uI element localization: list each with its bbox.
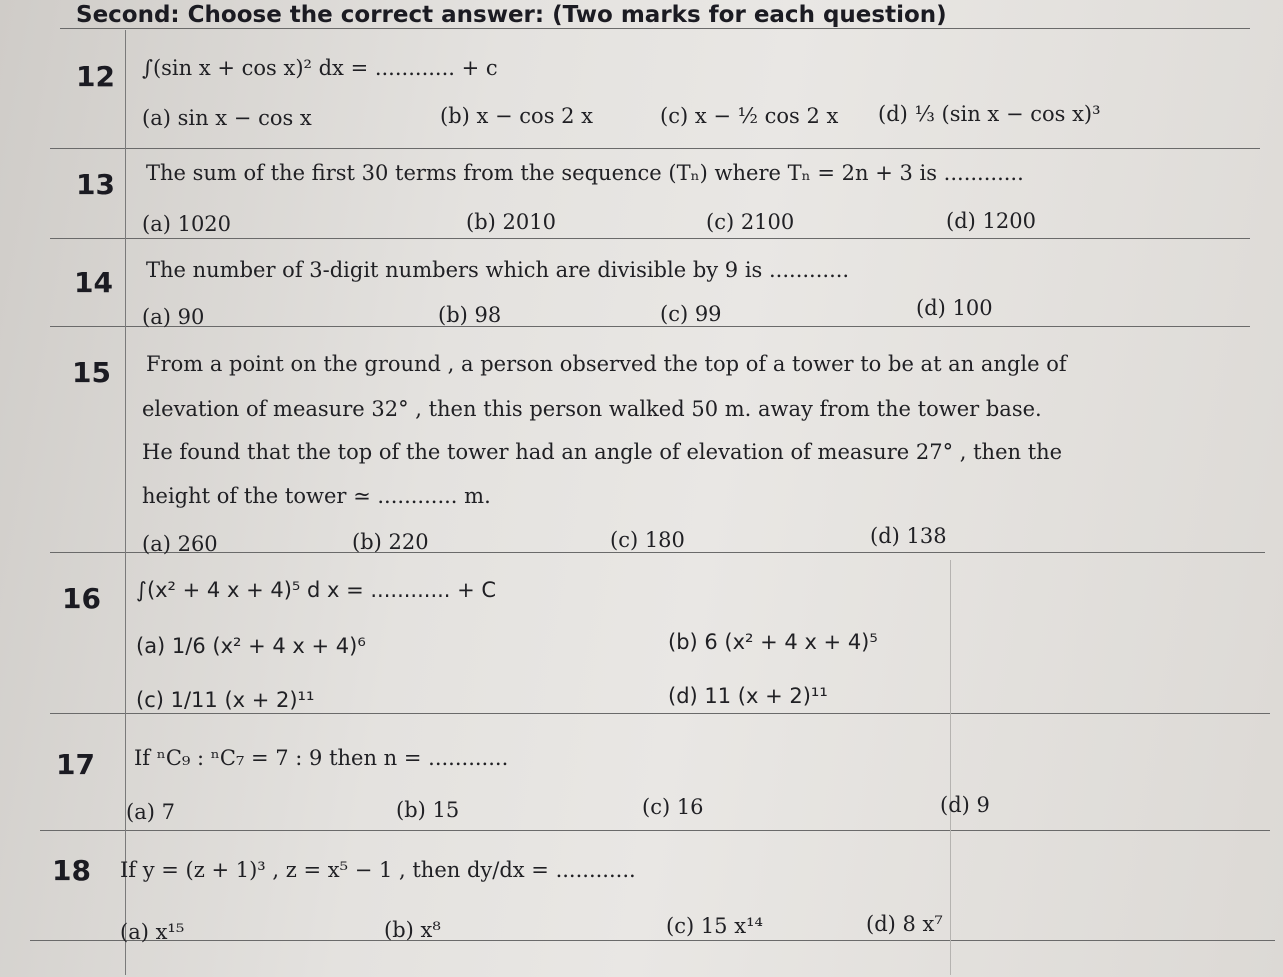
option-b: (b) 98 xyxy=(438,303,502,327)
column-divider xyxy=(125,30,126,975)
option-b: (b) x⁸ xyxy=(384,918,441,942)
option-a: (a) 7 xyxy=(126,800,175,824)
row-divider xyxy=(50,713,1270,714)
option-b: (b) 220 xyxy=(352,530,429,554)
question-number: 18 xyxy=(52,854,91,887)
question-stem: The sum of the first 30 terms from the sequence (Tₙ) where Tₙ = 2n + 3 is ............ xyxy=(146,161,1024,185)
question-line: elevation of measure 32° , then this person walked 50 m. away from the tower base. xyxy=(142,397,1042,421)
option-c: (c) 99 xyxy=(660,302,722,326)
question-stem: If ⁿC₉ : ⁿC₇ = 7 : 9 then n = ............ xyxy=(134,746,509,770)
row-divider xyxy=(40,830,1270,831)
row-divider xyxy=(60,28,1250,29)
section-header: Second: Choose the correct answer: (Two marks for each question) xyxy=(76,2,947,28)
option-a: (a) sin x − cos x xyxy=(142,106,312,130)
row-divider xyxy=(50,552,1265,553)
option-c: (c) 1/11 (x + 2)¹¹ xyxy=(136,688,315,712)
option-a: (a) 1/6 (x² + 4 x + 4)⁶ xyxy=(136,634,366,658)
option-d: (d) 9 xyxy=(940,793,990,817)
question-number: 13 xyxy=(76,168,115,201)
option-a: (a) 260 xyxy=(142,532,218,556)
option-d: (d) 100 xyxy=(916,296,993,320)
option-d: (d) 138 xyxy=(870,524,947,548)
question-stem: If y = (z + 1)³ , z = x⁵ − 1 , then dy/dx = ............ xyxy=(120,858,636,882)
option-b: (b) 2010 xyxy=(466,210,556,234)
question-line: From a point on the ground , a person observed the top of a tower to be at an angle of xyxy=(146,352,1067,376)
question-number: 12 xyxy=(76,60,115,93)
row-divider xyxy=(30,940,1275,941)
column-divider xyxy=(950,560,951,975)
option-c: (c) x − ½ cos 2 x xyxy=(660,104,839,128)
question-number: 15 xyxy=(72,356,111,389)
option-c: (c) 180 xyxy=(610,528,685,552)
option-d: (d) 11 (x + 2)¹¹ xyxy=(668,684,828,708)
option-b: (b) 6 (x² + 4 x + 4)⁵ xyxy=(668,630,878,654)
option-a: (a) 90 xyxy=(142,305,205,329)
question-number: 14 xyxy=(74,266,113,299)
row-divider xyxy=(50,148,1260,149)
question-number: 16 xyxy=(62,582,101,615)
row-divider xyxy=(50,326,1250,327)
option-d: (d) 1200 xyxy=(946,209,1036,233)
question-line: height of the tower ≃ ............ m. xyxy=(142,484,491,508)
option-d: (d) ⅓ (sin x − cos x)³ xyxy=(878,102,1101,126)
question-line: He found that the top of the tower had an angle of elevation of measure 27° , then the xyxy=(142,440,1063,464)
option-c: (c) 15 x¹⁴ xyxy=(666,914,763,938)
question-stem: ∫(x² + 4 x + 4)⁵ d x = ............ + C xyxy=(136,578,497,602)
option-a: (a) 1020 xyxy=(142,212,232,236)
option-a: (a) x¹⁵ xyxy=(120,920,185,944)
option-b: (b) x − cos 2 x xyxy=(440,104,594,128)
question-number: 17 xyxy=(56,748,95,781)
option-d: (d) 8 x⁷ xyxy=(866,912,943,936)
option-b: (b) 15 xyxy=(396,798,460,822)
row-divider xyxy=(50,238,1250,239)
option-c: (c) 16 xyxy=(642,795,704,819)
option-c: (c) 2100 xyxy=(706,210,795,234)
question-stem: ∫(sin x + cos x)² dx = ............ + c xyxy=(142,56,498,80)
question-stem: The number of 3-digit numbers which are divisible by 9 is ............ xyxy=(146,258,850,282)
